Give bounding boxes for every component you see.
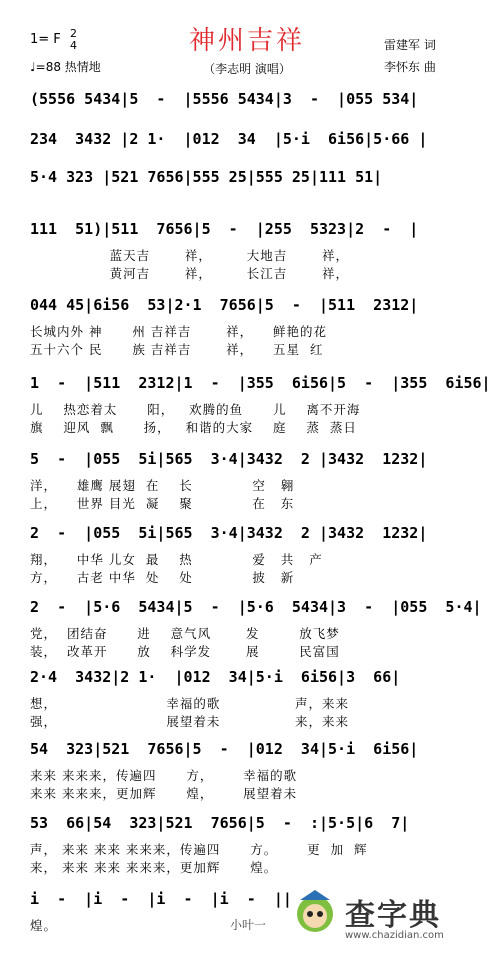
- notes-row-8: 2 - |055 5i|565 3·4|3432 2 |3432 1232|: [30, 524, 428, 542]
- time-signature-top: 2: [70, 27, 77, 40]
- lyric-line-10a: 想， 幸福的歌 声，来来: [30, 696, 350, 711]
- lyric-line-8a: 翔， 中华 儿女 最 热 爱 共 产: [30, 552, 323, 567]
- notes-row-10: 2·4 3432|2 1· |012 34|5·i 6i56|3 66|: [30, 668, 401, 686]
- lyric-line-12a: 声， 来来 来来 来来来，传遍四 方。 更 加 辉: [30, 842, 368, 857]
- lyric-line-6b: 旗 迎风 飘 扬， 和谐的大家 庭 蒸 蒸日: [30, 420, 357, 435]
- lyric-line-7b: 上， 世界 目光 凝 聚 在 东: [30, 496, 295, 511]
- lyricist-credit: 雷建军 词: [384, 38, 436, 52]
- score-row-8: [0, 524, 494, 604]
- lyric-line-9a: 党， 团结奋 进 意气风 发 放飞梦: [30, 626, 340, 641]
- watermark-url: www.chazidian.com: [345, 930, 444, 941]
- composer-credit: 李怀东 曲: [384, 60, 436, 74]
- watermark-logo-text: 查字典: [345, 898, 441, 933]
- score-row-6: [0, 374, 494, 454]
- notes-row-2: 234 3432 |2 1· |012 34 |5·i 6i56|5·66 |: [30, 130, 428, 148]
- song-title: 神州吉祥: [188, 26, 305, 56]
- notes-row-12: 53 66|54 323|521 7656|5 - :|5·5|6 7|: [30, 814, 410, 832]
- score-row-11: [0, 740, 494, 820]
- score-row-5: [0, 296, 494, 376]
- time-signature-bottom: 4: [70, 39, 77, 52]
- notes-row-11: 54 323|521 7656|5 - |012 34|5·i 6i56|: [30, 740, 419, 758]
- key-signature: 1= F: [30, 32, 61, 47]
- score-row-9: [0, 598, 494, 678]
- lyric-line-5a: 长城内外 神 州 吉祥吉 祥， 鲜艳的花: [30, 324, 327, 339]
- notes-row-1: (5556 5434|5 - |5556 5434|3 - |055 534|: [30, 90, 419, 108]
- notes-row-3: 5·4 323 |521 7656|555 25|555 25|111 51|: [30, 168, 383, 186]
- notes-row-7: 5 - |055 5i|565 3·4|3432 2 |3432 1232|: [30, 450, 428, 468]
- lyric-line-9b: 装， 改革开 放 科学发 展 民富国: [30, 644, 340, 659]
- lyric-line-13a: 煌。: [30, 918, 58, 933]
- notes-row-13: i - |i - |i - |i - ||: [30, 890, 292, 908]
- notes-row-6: 1 - |511 2312|1 - |355 6i56|5 - |355 6i56|: [30, 374, 491, 392]
- tempo-marking: ♩=88 热情地: [30, 60, 101, 74]
- lyric-line-6a: 儿 热恋着太 阳， 欢腾的鱼 儿 离不开海: [30, 402, 361, 417]
- notes-row-9: 2 - |5·6 5434|5 - |5·6 5434|3 - |055 5·4|: [30, 598, 482, 616]
- lyric-line-5b: 五十六个 民 族 吉祥吉 祥， 五星 红: [30, 342, 324, 357]
- lyric-line-11a: 来来 来来来，传遍四 方， 幸福的歌: [30, 768, 298, 783]
- lyric-line-12b: 来， 来来 来来 来来来，更加辉 煌。: [30, 860, 278, 875]
- mascot-icon: [290, 884, 340, 944]
- singer-credit: （李志明 演唱）: [203, 62, 291, 76]
- lyric-line-10b: 强， 展望着未 来，来来: [30, 714, 350, 729]
- lyric-line-7a: 洋， 雄鹰 展翅 在 长 空 翱: [30, 478, 295, 493]
- lyric-line-8b: 方， 古老 中华 处 处 披 新: [30, 570, 295, 585]
- lyric-line-4b: 黄河吉 祥， 长江吉 祥，: [30, 266, 350, 281]
- score-row-10: [0, 668, 494, 748]
- score-row-4: [0, 220, 494, 300]
- site-watermark: [230, 880, 490, 950]
- notes-row-4: 111 51)|511 7656|5 - |255 5323|2 - |: [30, 220, 419, 238]
- notes-row-5: 044 45|6i56 53|2·1 7656|5 - |511 2312|: [30, 296, 419, 314]
- watermark-small-text: 小叶一: [230, 918, 267, 932]
- lyric-line-4a: 蓝天吉 祥， 大地吉 祥，: [30, 248, 350, 263]
- lyric-line-11b: 来来 来来来，更加辉 煌， 展望着未: [30, 786, 298, 801]
- score-row-7: [0, 450, 494, 530]
- time-signature: [70, 28, 77, 52]
